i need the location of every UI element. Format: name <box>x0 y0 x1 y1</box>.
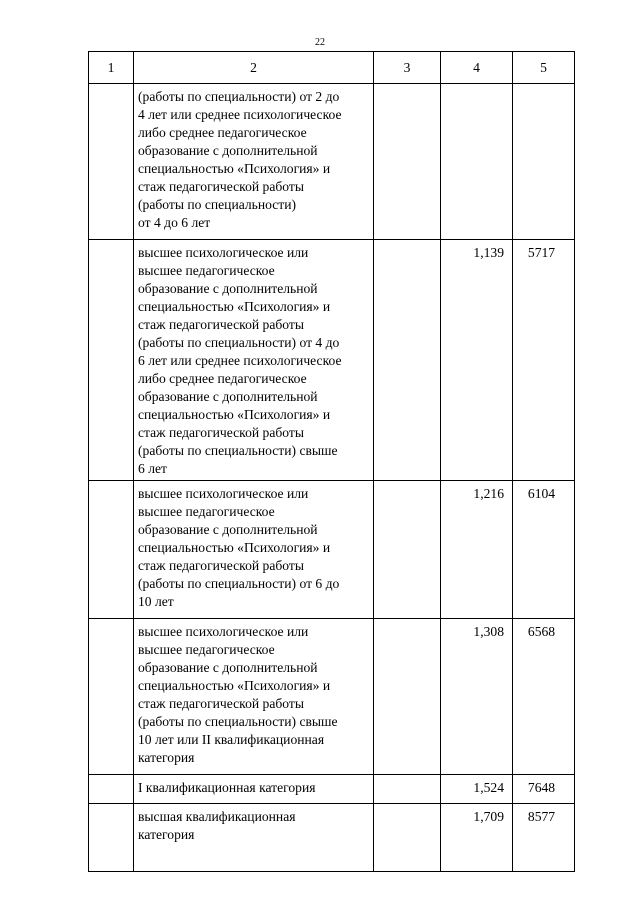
column-3-cell <box>374 481 441 619</box>
table-header-row <box>89 52 575 84</box>
qualification-description: I квалификационная категория <box>134 775 374 804</box>
table-row <box>89 804 575 872</box>
coefficient-cell <box>441 84 513 240</box>
amount-cell: 7648 <box>513 775 575 804</box>
table-row <box>89 775 575 804</box>
table-row <box>89 481 575 619</box>
column-header-5: 5 <box>513 52 575 84</box>
coefficient-cell: 1,216 <box>441 481 513 619</box>
coefficient-cell: 1,709 <box>441 804 513 872</box>
coefficient-cell: 1,139 <box>441 240 513 481</box>
row-number-cell <box>89 775 134 804</box>
column-3-cell <box>374 84 441 240</box>
amount-cell <box>513 84 575 240</box>
amount-cell: 6568 <box>513 619 575 775</box>
amount-cell: 8577 <box>513 804 575 872</box>
salary-table <box>88 51 575 872</box>
column-3-cell <box>374 619 441 775</box>
row-number-cell <box>89 481 134 619</box>
column-header-4: 4 <box>441 52 513 84</box>
row-number-cell <box>89 84 134 240</box>
column-header-1: 1 <box>89 52 134 84</box>
page-number: 22 <box>315 37 325 48</box>
table-row <box>89 84 575 240</box>
row-number-cell <box>89 804 134 872</box>
qualification-description: высшее психологическое или высшее педагогическое образование с дополнительной специальностью «Психология» и стаж педагогической работы (работы по специальности) от 4 до 6 лет или среднее психологическое либо среднее педагогическое образование с дополнительной специальностью «Психология» и стаж педагогической работы (работы по специальности) свыше 6 лет <box>134 240 374 481</box>
qualification-description: высшая квалификационная категория <box>134 804 374 872</box>
column-3-cell <box>374 775 441 804</box>
qualification-description: высшее психологическое или высшее педагогическое образование с дополнительной специальностью «Психология» и стаж педагогической работы (работы по специальности) свыше 10 лет или II квалификационная категория <box>134 619 374 775</box>
table-row <box>89 619 575 775</box>
column-3-cell <box>374 240 441 481</box>
table-row <box>89 240 575 481</box>
coefficient-cell: 1,308 <box>441 619 513 775</box>
qualification-description: высшее психологическое или высшее педагогическое образование с дополнительной специальностью «Психология» и стаж педагогической работы (работы по специальности) от 6 до 10 лет <box>134 481 374 619</box>
amount-cell: 5717 <box>513 240 575 481</box>
column-header-3: 3 <box>374 52 441 84</box>
amount-cell: 6104 <box>513 481 575 619</box>
column-3-cell <box>374 804 441 872</box>
row-number-cell <box>89 240 134 481</box>
column-header-2: 2 <box>134 52 374 84</box>
coefficient-cell: 1,524 <box>441 775 513 804</box>
row-number-cell <box>89 619 134 775</box>
qualification-description: (работы по специальности) от 2 до 4 лет или среднее психологическое либо среднее педагогическое образование с дополнительной специальностью «Психология» и стаж педагогической работы (работы по специальности) от 4 до 6 лет <box>134 84 374 240</box>
